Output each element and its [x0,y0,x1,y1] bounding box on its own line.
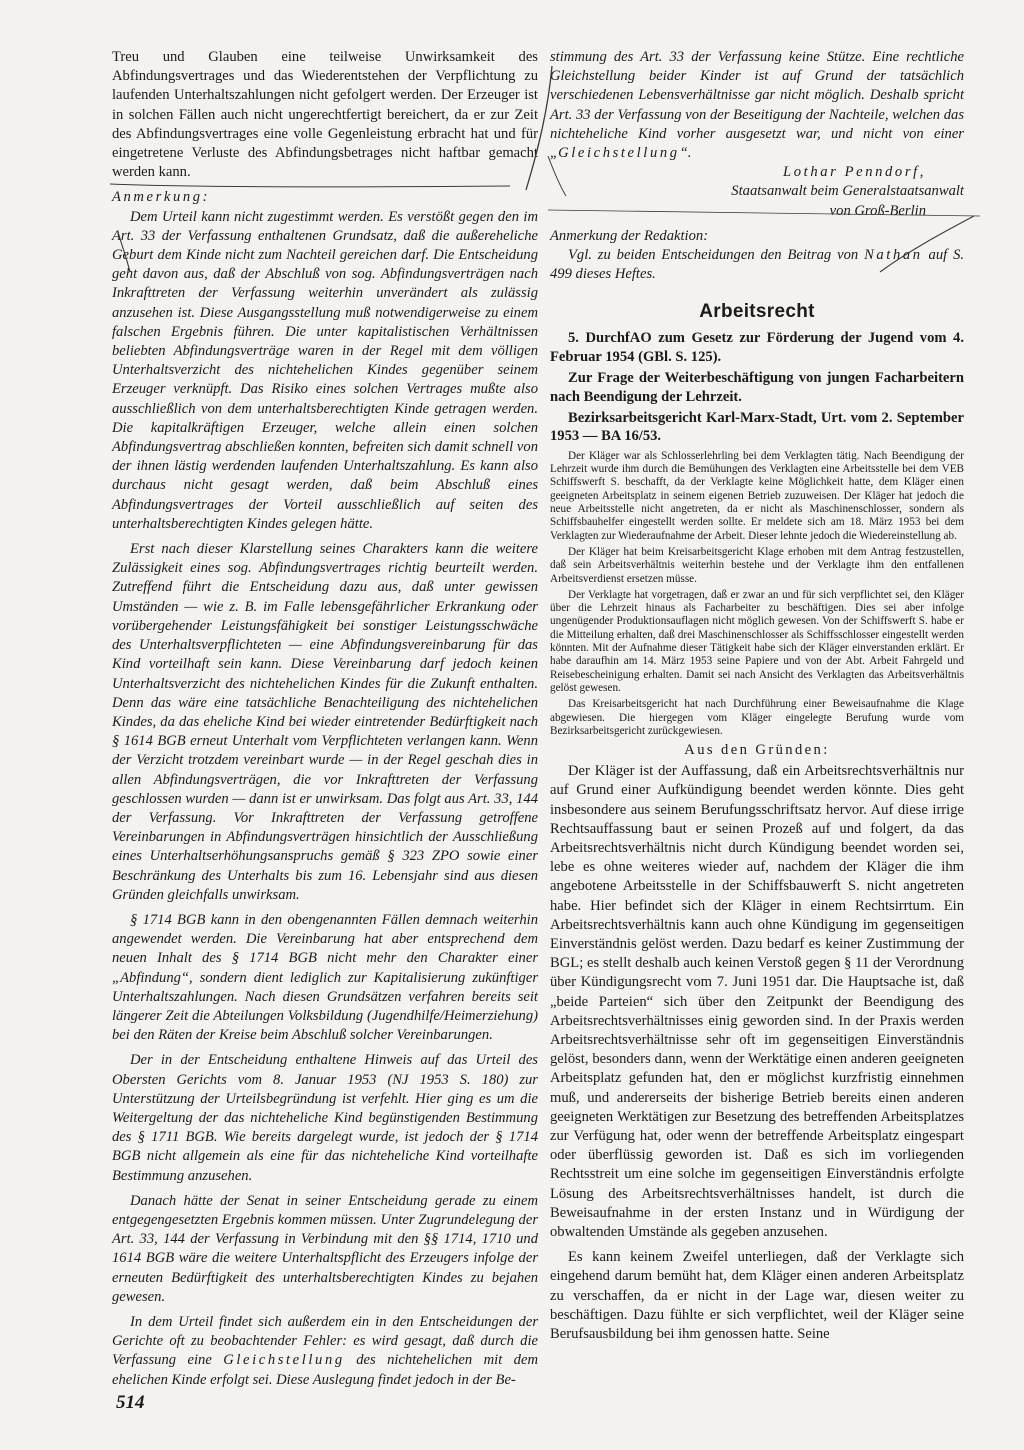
reasons-paragraph: Es kann keinem Zweifel unterliegen, daß der Verklagte sich eingehend darum bemüht hat, dem Kläger einen anderen Arbeitsplatz zu verschaffen, da er nicht in der Lage war, diesen weiter zu beschäftigen. Dazu fühlte er sich verpflichtet, weil der Kläger seine Berufsausbildung bei ihm genossen hatte. Seine [550,1249,964,1342]
signature-name: Lothar Penndorf, [783,164,926,181]
facts-paragraph: Der Kläger war als Schlosserlehrling bei dem Verklagten tätig. Nach Beendigung der Lehrzeit wurde ihm durch die Bemühungen des Verklagten eine Arbeitsstelle bei dem VEB Schiffswerft S. beschafft, da der Verklagte keine Möglichkeit hatte, dem Kläger einen geeigneten Arbeitsplatz in seinem eigenen Betrieb zuzuweisen. Der Kläger hat jedoch die neue Arbeitsstelle nicht angetreten, da er nicht als Maschinenschlosser, sondern als Schiffsbauhelfer eingestellt werden sollte. Er meldete sich am 18. März 1953 bei dem Verklagten zur Wiederaufnahme der Arbeit. Dieser lehnte jedoch die Wiedereinstellung ab. [550,449,964,542]
editorial-note-label: Anmerkung der Redaktion: [550,227,709,244]
annotation-paragraph: Der in der Entscheidung enthaltene Hinweis auf das Urteil des Obersten Gerichts vom 8. Januar 1953 (NJ 1953 S. 180) zur Unterstützung der Urteilsbegründung ist verfehlt. Hier ging es um die Weitergeltung der das nichteheliche Kind begünstigenden Bestimmung des § 1711 BGB. Wie bereits dargelegt wurde, ist jedoch der § 1714 BGB nicht allgemein als eine für das nichteheliche Kind vorteilhafte Bestimmung anzusehen. [112,1052,538,1184]
annotation-paragraph: Danach hätte der Senat in seiner Entscheidung gerade zu einem entgegengesetzten Ergebnis kommen müssen. Unter Zugrundelegung der Art. 33, 144 der Verfassung in Verbindung mit den §§ 1714, 1710 und 1614 BGB wäre die weitere Unterhaltspflicht des Erzeugers infolge der erneuten Bedürftigkeit des unterhaltsberechtigten Kindes zu bejahen gewesen. [112,1192,538,1305]
annotation-paragraph: Erst nach dieser Klarstellung seines Charakters kann die weitere Zulässigkeit eines sog. Abfindungsvertrages richtig beurteilt werden. Zutreffend führt die Entscheidung dazu aus, daß unter gewissen Umständen — wie z. B. im Falle lebensgefährlicher Erkrankung oder vorübergehender Leistungsfähigkeit bei sonstiger Leistungsschwäche des Unterhaltsverpflichteten — eine Abfindungsvereinbarung für das Kind vorteilhaft sein kann. Diese Vereinbarung darf jedoch keinen Unterhaltsverzicht des nichtehelichen Kindes für die Zukunft enthalten. Denn das wäre eine tatsächliche Benachteiligung des nichtehelichen Kindes, da das eheliche Kind bei wieder eintretender Bedürftigkeit nach § 1614 BGB erneut Unterhalt vom Verpflichteten verlangen kann. Wenn der Verzicht trotzdem vereinbart wurde — in der Regel geschah dies in allen Abfindungsverträgen, die vor Inkrafttreten der Verfassung geschlossen wurden — dann ist er unwirksam. Das folgt aus Art. 33, 144 der Verfassung. Vor Inkrafttreten der Verfassung getroffene Vereinbarungen in Abfindungsverträgen hinsichtlich der Ausschließung eines Unterhaltserhöhungsanspruchs gemäß § 323 ZPO sowie einer Beschränkung des Unterhalts bis zum 16. Lebensjahr sind aus diesen Gründen gleichfalls unwirksam. [112,541,538,903]
facts-paragraph: Der Verklagte hat vorgetragen, daß er zwar an und für sich verpflichtet sei, den Kläger über die Lehrzeit hinaus als Facharbeiter zu beschäftigen. Dies sei aber infolge ungenügender Produktionsauflagen nicht möglich gewesen. Von der Schiffswerft S. habe er die Mitteilung erhalten, daß drei Maschinenschlosser als Schiffsschlosser eingestellt werden könnten. Mit der Aufnahme dieser Tätigkeit habe sich der Kläger einverstanden erklärt. Er habe daraufhin am 14. März 1953 seine Papiere und von der Abt. Arbeit Fahrgeld und Reisebescheinigung erhalten. Damit sei nach Ansicht des Verklagten das Arbeitsverhältnis gelöst gewesen. [550,588,964,694]
annotation-label: Anmerkung: [112,189,211,206]
annotation-paragraph: In dem Urteil findet sich außerdem ein in den Entscheidungen der Gerichte oft zu beobachtender Fehler: es wird gesagt, daß durch die Verfassung eine Gleichstellung des nichtehelichen mit dem ehelichen Kinde erfolgt sei. Diese Auslegung findet jedoch in der Be- [112,1314,538,1388]
reasons-paragraph: Der Kläger ist der Auffassung, daß ein Arbeitsrechtsverhältnis nur auf Grund einer Aufkündigung beendet werden könnte. Dies geht insbesondere aus seinem Berufungsschriftsatz hervor. Auf diese irrige Rechtsauffassung baut er seinen Prozeß auf und folgert, da das Arbeitsrechtsverhältnis nicht durch Kündigung beendet worden sei, lebe es ohne weiteres wieder auf, nachdem der Kläger die ihm angebotene Arbeitsstelle in der Schiffsbauwerft S. nicht angetreten habe. Hier befindet sich der Kläger in einem Rechtsirrtum. Ein Arbeitsrechtsverhältnis kann auch ohne Kündigung im gegenseitigen Einverständnis gelöst werden. Dazu bedarf es keiner Zustimmung der BGL; es stellt deshalb auch keinen Verstoß gegen § 11 der Verordnung über Kündigungsrecht vom 7. Juni 1951 dar. Die Hauptsache ist, daß „beide Parteien“ sich über den Zeitpunkt der Beendigung des Arbeitsrechtsverhältnisses einig geworden sind. In der Praxis werden Arbeitsrechtsverhältnisse sehr oft im gegenseitigen Einverständnis gelöst, besonders dann, wenn der Werktätige einen anderen geeigneten Arbeitsplatz gefunden hat, den er möglichst kurzfristig einnehmen muß, und andererseits der bisherige Betrieb bereits einen anderen geeigneten Werktätigen zur Besetzung des betreffenden Arbeitsplatzes zur Verfügung hat, oder wenn der betreffende Arbeitsplatz eingespart oder überflüssig geworden ist. Daß es sich im vorliegenden Rechtsstreit um eine solche im gegenseitigen Einverständnis erfolgte Lösung des Arbeitsrechtsverhältnisses handelt, ist durch die Beweisaufnahme in der ersten Instanz und in Würdigung der obwaltenden Umstände als gegeben anzusehen. [550,763,964,1240]
annotation-paragraph: Dem Urteil kann nicht zugestimmt werden. Es verstößt gegen den im Art. 33 der Verfassung enthaltenen Grundsatz, daß die außereheliche Geburt dem Kinde nicht zum Nachteil gereichen darf. Die Entscheidung geht davon aus, daß der Abschluß von sog. Abfindungsverträgen nach Inkrafttreten der Verfassung weiterhin unverändert als zulässig anzusehen ist. Diese Ausgangsstellung muß notwendigerweise zu einem falschen Ergebnis führen. Die unter kapitalistischen Verhältnissen beliebten Abfindungsverträge waren in der Regel mit dem völligen Unterhaltsverzicht des nichtehelichen Kindes gegenüber seinem Erzeuger verknüpft. Das Risiko eines solchen Vertrages mußte also ausschließlich von dem unterhaltsberechtigten Kinde getragen werden. Die kapitalkräftigen Erzeuger, welche allein einen solchen Abfindungsvertrag abschließen konnten, befreiten sich damit schnell von der ihnen lästig werdenden laufenden Unterhaltszahlung. Es kann also durchaus nicht gesagt werden, daß beim Abschluß eines Abfindungsvertrages der Vorteil ausschließlich auf seiten des unterhaltsberechtigten Kindes gelegen hätte. [112,208,538,532]
headnote-topic: Zur Frage der Weiterbeschäftigung von jungen Facharbeitern nach Beendigung der Lehrzeit. [550,370,964,405]
right-column [550,48,964,1344]
signature-place: von Groß-Berlin [829,202,926,219]
left-column [112,48,538,1390]
reasons-heading: Aus den Gründen: [684,742,830,759]
annotation-paragraph: § 1714 BGB kann in den obengenannten Fällen demnach weiterhin angewendet werden. Die Vereinbarung hat aber entsprechend dem neuen Inhalt des § 1714 BGB nicht mehr den Charakter einer „Abfindung“, sondern dient lediglich zur Kapitalisierung zukünftiger Unterhaltszahlungen. Nach diesen Grundsätzen verfahren bereits seit längerer Zeit die Abteilungen Volksbildung (Jugendhilfe/Heimerziehung) bei den Räten der Kreise beim Abschluß solcher Vereinbarungen. [112,911,538,1044]
page-number: 514 [116,1392,145,1413]
headnote-court: Bezirksarbeitsgericht Karl-Marx-Stadt, Urt. vom 2. September 1953 — BA 16/53. [550,410,964,445]
section-heading: Arbeitsrecht [699,301,815,323]
headnote-law: 5. DurchfAO zum Gesetz zur Förderung der Jugend vom 4. Februar 1954 (GBl. S. 125). [550,330,964,365]
editorial-note: Vgl. zu beiden Entscheidungen den Beitrag von Nathan auf S. 499 dieses Heftes. [550,247,965,283]
signature-role: Staatsanwalt beim Generalstaatsanwalt [731,183,964,200]
facts-paragraph: Das Kreisarbeitsgericht hat nach Durchführung einer Beweisaufnahme die Klage abgewiesen. Die hiergegen vom Kläger eingelegte Berufung wurde vom Bezirksarbeitsgericht zurückgewiesen. [550,698,964,737]
paragraph: Treu und Glauben eine teilweise Unwirksamkeit des Abfindungsvertrages und das Wiederentstehen der Verpflichtung zu laufenden Unterhaltszahlungen nicht gefolgert werden. Der Erzeuger ist in solchen Fällen auch nicht ungerechtfertigt bereichert, da er zur Zeit des Abfindungsvertrages eine volle Gegenleistung erbracht hat und für eingetretene Verluste des Abfindungsbetrages nicht haftbar gemacht werden kann. [112,49,538,181]
facts-paragraph: Der Kläger hat beim Kreisarbeitsgericht Klage erhoben mit dem Antrag festzustellen, daß sein Arbeitsverhältnis weiterhin bestehe und der Verklagte ihm den entfallenen Arbeitsverdienst ersetzen müsse. [550,545,964,585]
paragraph-continuation: stimmung des Art. 33 der Verfassung keine Stütze. Eine rechtliche Gleichstellung beider Kinder ist auf Grund der tatsächlich verschiedenen Lebensverhältnisse gar nicht möglich. Deshalb spricht Art. 33 der Verfassung von der Beseitigung der Nachteile, welchen das nichteheliche Kind vorher ausgesetzt war, und nicht von einer „Gleichstellung“. [550,49,964,162]
